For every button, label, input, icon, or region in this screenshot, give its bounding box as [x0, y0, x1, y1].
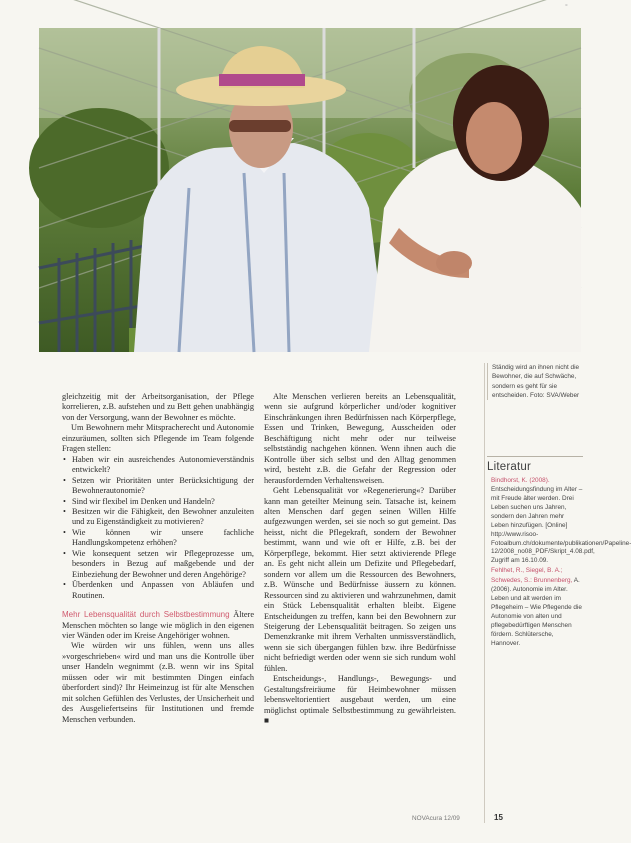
journal-footer: NOVAcura 12/09: [412, 815, 460, 822]
reference-list: [487, 477, 631, 648]
list-item: • Überdenken und Anpassen von Abläufen und Routinen.: [62, 580, 254, 601]
reference-text: A. (2006). Autonomie im Alter. Leben und alt werden im Pflegeheim – Wie Pflegende die Autonomie von alten und pflegebedürftigen Menschen fördern. Schlütersche, Hannover.: [491, 577, 582, 647]
text-column-1: [62, 392, 254, 725]
text-column-2: [264, 392, 456, 727]
paragraph: gleichzeitig mit der Arbeitsorganisation, der Pflege korrelieren, z.B. aufstehen und zu Bett gehen unabhängig von der Versorgung, wann der Bewohner es möchte.: [62, 392, 254, 422]
paragraph: Wie würden wir uns fühlen, wenn uns alles »vorgeschrieben« wird und man uns die Kontrolle über unser Handeln wegnimmt (z.B. wenn wir ins Spital müssen oder wir mit bestimmten Dingen einfach überfordert sind)? Ihr Heimeinzug ist für alte Menschen mit solchen Gefühlen des Verlustes, der Unsicherheit und des Ausgeliefertseins für Institutionen und fremde Menschen verbunden.: [62, 641, 254, 724]
list-item: • Wie können wir unsere fachliche Handlungskompetenz erhöhen?: [62, 528, 254, 549]
article-photo: [39, 28, 581, 352]
divider: [487, 456, 583, 457]
paragraph-text: Ältere Menschen möchten so lange wie möglich in den eigenen vier Wänden oder im Kreise Angehöriger wohnen.: [62, 610, 254, 640]
reference-author: Fehlhet, R., Siegel, B. A.;: [491, 567, 563, 575]
reference-item: [491, 577, 583, 648]
reference-author: Bindhorst, K. (2008).: [491, 477, 550, 485]
question-list: [62, 455, 254, 601]
list-item: • Haben wir ein ausreichendes Autonomieverständnis entwickelt?: [62, 455, 254, 476]
paragraph: Entscheidungs-, Handlungs-, Bewegungs- und Gestaltungsfreiräume für Heimbewohner müssen lebensweltorientiert ausgebaut werden, um eine möglichst optimale Selbstbestimmung zu gewährleisten. ■: [264, 674, 456, 726]
sidebar: [487, 363, 631, 649]
photo-caption: Ständig wird an ihnen nicht die Bewohner, die auf Schwäche, sondern es geht für sie entscheiden. Foto: SVA/Weber: [487, 363, 583, 400]
reference-author: Schwedes, S.: Brunnenberg,: [491, 577, 573, 585]
reference-text: Entscheidungsfindung im Alter – mit Freude älter werden. Drei Leben suchen uns Jahren, sondern den Jahren mehr Leben hinzufügen. [Online] http://www.risoo-Fotoalbum.ch/dokumente/publikationen/Papeline-12/2008_no08_PDF/Skript_4.08.pdf, Zugriff am 16.10.09.: [491, 486, 631, 565]
list-item: • Wie konsequent setzen wir Pflegeprozesse um, besonders in Bezug auf maßgebende und der Einbeziehung der Bewohner und deren Angehörige?: [62, 549, 254, 580]
paragraph: Alte Menschen verlieren bereits an Lebensqualität, wenn sie aufgrund körperlicher und/oder kognitiver Einschränkungen ihren Bedürfnissen nach Körperpflege, Essen und Trinken, Bewegung, Ausscheiden oder Beschäftigung nicht mehr oder nur teilweise selbstständig nachgehen können. Wenn ihnen auch die Kontrolle über sich selbst und den Alltag genommen wird, besteht z.B. die Gefahr der Regression oder herausfordernden Verhaltensweisen.: [264, 392, 456, 485]
paragraph: Um Bewohnern mehr Mitspracherecht und Autonomie einzuräumen, sollten sich Pflegende im Team folgende Fragen stellen:: [62, 423, 254, 454]
sidebar-divider: [484, 363, 485, 823]
reference-item: [491, 567, 583, 576]
list-item: • Setzen wir Prioritäten unter Berücksichtigung der Bewohnerautonomie?: [62, 476, 254, 497]
literature-heading: Literatur: [487, 461, 531, 474]
paragraph-with-subhead: [62, 610, 254, 641]
reference-item: [491, 477, 631, 566]
page-number: 15: [494, 813, 503, 822]
list-item: • Sind wir flexibel im Denken und Handeln?: [62, 497, 254, 507]
paragraph: Geht Lebensqualität vor »Regenerierung«? Darüber kann man geteilter Meinung sein. Tatsache ist, keinem alten Menschen darf gegen seinen Willen Hilfe aufgezwungen werden, sei sie noch so gut gemeint. Das heisst, nicht die Pflegekraft, sondern der Bewohner bestimmt, wann und wie oft er Hilfe, z.B. bei der Körperpflege, bekommt. Hier setzt aktivierende Pflege an. Es geht nicht allein um Defizite und Pflegebedarf, sondern vor allem um die Ressourcen des Bewohners, z.B. Wünsche und Bedürfnisse äussern zu können. Ressourcen sind zu aktivieren und wahrzunehmen, damit ein Stück Lebensqualität erhalten bleibt. Eigene Entscheidungen zu treffen, kann bei den Bewohnern zur Steigerung der Lebensqualität beitragen. So zeigen uns Demenzkranke mit ihrem Verhalten unmissverständlich, wenn sie sich übergangen fühlen bzw. ihre Bedürfnisse nicht befriedigt werden oder wenn sie sich rundum wohl fühlen.: [264, 486, 456, 673]
list-item: • Besitzen wir die Fähigkeit, den Bewohner anzuleiten und zu Eigenständigkeit zu motivieren?: [62, 507, 254, 528]
corner-marker: °: [565, 4, 568, 11]
section-subhead: Mehr Lebensqualität durch Selbstbestimmung: [62, 610, 230, 620]
